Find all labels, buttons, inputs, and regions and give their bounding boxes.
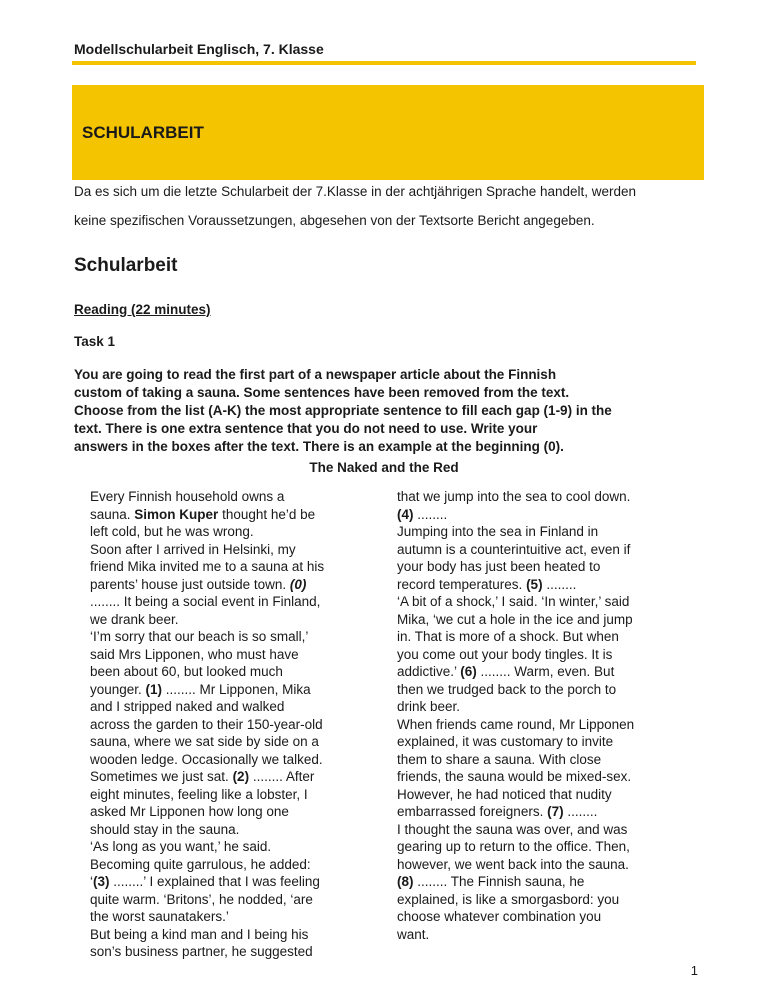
article-line: been about 60, but looked much — [90, 664, 283, 679]
task-instructions — [74, 366, 674, 456]
intro-line: Da es sich um die letzte Schularbeit der 7.Klasse in der achtjährigen Sprache handelt, werden — [74, 184, 637, 199]
article-line: embarrassed foreigners. (7) ........ — [397, 804, 598, 819]
article-title: The Naked and the Red — [309, 460, 459, 475]
article-line: younger. (1) ........ Mr Lipponen, Mika — [90, 681, 311, 697]
article-line: sauna, where we sat side by side on a — [90, 734, 319, 749]
document-header-title: Modellschularbeit Englisch, 7. Klasse — [74, 41, 324, 57]
article-line: addictive.’ (6) ........ Warm, even. But — [397, 664, 615, 679]
article-line: you come out your body tingles. It is — [397, 646, 613, 662]
article-line: wooden ledge. Occasionally we talked. — [90, 751, 323, 767]
intro-paragraph — [74, 177, 704, 235]
article-line: son’s business partner, he suggested — [90, 944, 313, 959]
article-line: ‘As long as you want,’ he said. — [90, 839, 272, 854]
instruction-line: Choose from the list (A-K) the most appropriate sentence to fill each gap (1-9) in the — [74, 403, 612, 418]
article-line: Soon after I arrived in Helsinki, my — [90, 541, 296, 557]
article-line: should stay in the sauna. — [90, 821, 240, 837]
article-line: the worst saunatakers.’ — [90, 909, 229, 924]
article-line: choose whatever combination you — [397, 909, 602, 924]
article-line: said Mrs Lipponen, who must have — [90, 646, 299, 662]
article-column-left — [90, 488, 360, 961]
intro-line: keine spezifischen Voraussetzungen, abgesehen von der Textsorte Bericht angegeben. — [74, 213, 595, 228]
instruction-line: answers in the boxes after the text. There is an example at the beginning (0). — [74, 439, 564, 454]
article-line: explained, it was customary to invite — [397, 734, 614, 749]
article-line: When friends came round, Mr Lipponen — [397, 716, 635, 732]
article-line: friend Mika invited me to a sauna at his — [90, 559, 325, 574]
article-line: asked Mr Lipponen how long one — [90, 804, 289, 819]
article-line: want. — [397, 926, 430, 942]
article-line: parents’ house just outside town. (0) — [90, 576, 307, 592]
article-line: ........ It being a social event in Finland, — [90, 594, 321, 609]
article-line: Every Finnish household owns a — [90, 489, 285, 504]
article-line: ‘A bit of a shock,’ I said. ‘In winter,’ said — [397, 594, 630, 609]
article-line: and I stripped naked and walked — [90, 699, 285, 714]
article-column-right — [397, 488, 682, 943]
task-label: Task 1 — [74, 334, 116, 349]
article-line: quite warm. ‘Britons’, he nodded, ‘are — [90, 891, 313, 907]
article-line: Mika, ‘we cut a hole in the ice and jump — [397, 611, 633, 627]
article-line: I thought the sauna was over, and was — [397, 821, 628, 837]
article-line: them to share a sauna. With close — [397, 751, 602, 767]
article-line: autumn is a counterintuitive act, even if — [397, 541, 631, 557]
article-line: however, we went back into the sauna. — [397, 856, 629, 872]
instruction-line: text. There is one extra sentence that you do not need to use. Write your — [74, 421, 538, 436]
article-line: left cold, but he was wrong. — [90, 524, 254, 539]
instruction-line: You are going to read the first part of a newspaper article about the Finnish — [74, 367, 557, 382]
article-line: that we jump into the sea to cool down. — [397, 489, 631, 504]
article-line: then we trudged back to the porch to — [397, 681, 617, 697]
article-line: Jumping into the sea in Finland in — [397, 524, 599, 539]
article-line: friends, the sauna would be mixed-sex. — [397, 769, 632, 784]
article-line: However, he had noticed that nudity — [397, 786, 612, 802]
article-line: we drank beer. — [90, 611, 179, 627]
article-line: ‘I’m sorry that our beach is so small,’ — [90, 629, 309, 644]
article-line: your body has just been heated to — [397, 559, 601, 574]
header-rule — [72, 61, 696, 65]
banner-title: SCHULARBEIT — [82, 123, 204, 142]
article-line: (4) ........ — [397, 506, 448, 522]
article-line: eight minutes, feeling like a lobster, I — [90, 786, 308, 802]
reading-heading: Reading (22 minutes) — [74, 302, 211, 317]
article-line: gearing up to return to the office. Then, — [397, 839, 630, 854]
article-line: drink beer. — [397, 699, 461, 714]
instruction-line: custom of taking a sauna. Some sentences have been removed from the text. — [74, 385, 570, 400]
article-line: sauna. Simon Kuper thought he’d be — [90, 506, 316, 522]
article-line: record temperatures. (5) ........ — [397, 576, 577, 592]
article-line: (8) ........ The Finnish sauna, he — [397, 874, 585, 889]
page-number: 1 — [690, 963, 698, 978]
article-line: in. That is more of a shock. But when — [397, 629, 619, 644]
article-line: Becoming quite garrulous, he added: — [90, 856, 311, 872]
article-line: But being a kind man and I being his — [90, 926, 309, 942]
article-line: explained, is like a smorgasbord: you — [397, 891, 620, 907]
article-line: ‘(3) ........’ I explained that I was feeling — [90, 874, 320, 889]
article-line: across the garden to their 150-year-old — [90, 716, 323, 732]
article-line: Sometimes we just sat. (2) ........ After — [90, 769, 315, 784]
section-heading: Schularbeit — [74, 255, 178, 276]
